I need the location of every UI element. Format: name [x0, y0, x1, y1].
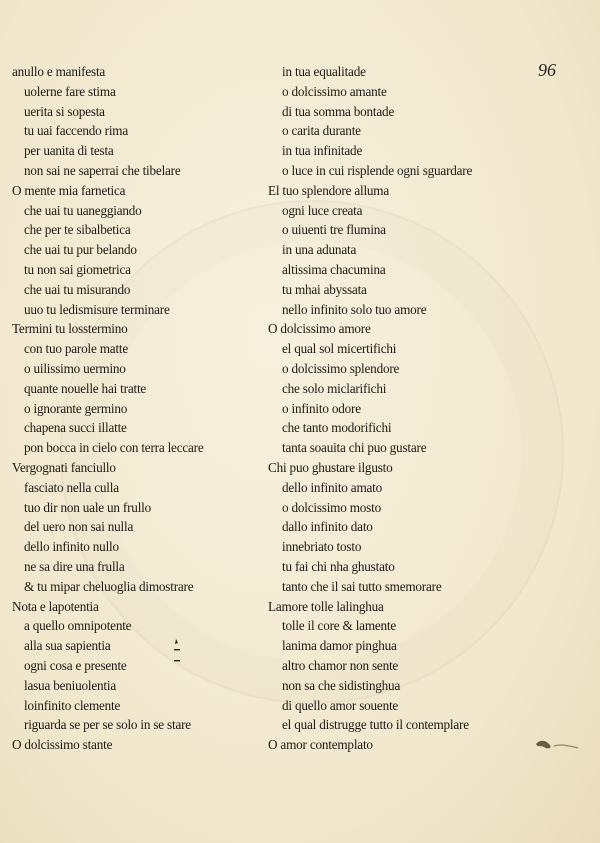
verse-line: che uai tu misurando [24, 281, 131, 297]
verse-line: o dolcissimo splendore [282, 360, 400, 376]
marginal-mark [172, 638, 182, 666]
verse-line: innebriato tosto [282, 539, 362, 555]
verse-line: tolle il core & lamente [282, 618, 397, 634]
verse-line: altissima chacumina [282, 261, 386, 277]
ink-stain [534, 736, 582, 754]
verse-line: fasciato nella culla [24, 479, 119, 495]
verse-line: o uilissimo uermino [24, 360, 126, 376]
verse-line: con tuo parole matte [24, 341, 129, 357]
verse-line: tu mhai abyssata [282, 281, 367, 297]
verse-line: o infinito odore [282, 400, 361, 416]
verse-line: o uiuenti tre flumina [282, 222, 386, 238]
verse-line: tanta soauita chi puo gustare [282, 440, 427, 456]
verse-line: in una adunata [282, 242, 357, 258]
verse-line: tanto che il sai tutto smemorare [282, 578, 442, 594]
verse-line: o dolcissimo mosto [282, 499, 381, 515]
verse-line: non sa che sidistinghua [282, 677, 401, 693]
verse-line: uuo tu ledismisure terminare [24, 301, 170, 317]
verse-line: per uanita di testa [24, 143, 114, 159]
verse-line: alla sua sapientia [24, 638, 111, 654]
verse-line: & tu mipar cheluoglia dimostrare [24, 578, 194, 594]
verse-line: non sai ne saperrai che tibelare [24, 162, 181, 178]
verse-line: o luce in cui risplende ogni sguardare [282, 162, 473, 178]
verse-line: lanima damor pinghua [282, 638, 397, 654]
verse-line: O mente mia farnetica [12, 182, 126, 198]
verse-line: in tua equalitade [282, 64, 366, 79]
left-column [12, 62, 262, 755]
verse-line: dallo infinito dato [282, 519, 373, 535]
verse-line: anullo e manifesta [12, 64, 106, 79]
verse-line: riguarda se per se solo in se stare [24, 717, 191, 733]
verse-line: chapena succi illatte [24, 420, 127, 436]
verse-line: che tanto modorifichi [282, 420, 392, 436]
verse-line: el qual distrugge tutto il contemplare [282, 717, 469, 733]
verse-line: loinfinito clemente [24, 697, 121, 713]
verse-line: tuo dir non uale un frullo [24, 499, 152, 515]
verse-line: ogni luce creata [282, 202, 363, 218]
verse-line: O dolcissimo amore [268, 321, 371, 337]
verse-line: El tuo splendore alluma [268, 182, 390, 198]
verse-line: Termini tu losstermino [12, 321, 128, 337]
verse-line: di tua somma bontade [282, 103, 395, 119]
verse-line: O dolcissimo stante [12, 737, 113, 753]
verse-line: che uai tu pur belando [24, 242, 137, 258]
verse-line: quante nouelle hai tratte [24, 380, 147, 396]
verse-line: pon bocca in cielo con terra leccare [24, 440, 204, 456]
verse-line: o carita durante [282, 123, 361, 139]
verse-line: o dolcissimo amante [282, 83, 387, 99]
verse-line: che per te sibalbetica [24, 222, 131, 238]
folio-number: 96 [538, 60, 556, 80]
verse-line: tu uai faccendo rima [24, 123, 129, 139]
verse-line: Chi puo ghustare ilgusto [268, 459, 393, 475]
verse-line: a quello omnipotente [24, 618, 132, 634]
verse-line: Lamore tolle lalinghua [268, 598, 384, 614]
verse-line: ogni cosa e presente [24, 657, 127, 673]
verse-line: che uai tu uaneggiando [24, 202, 142, 218]
verse-line: altro chamor non sente [282, 657, 399, 673]
verse-line: che solo miclarifichi [282, 380, 387, 396]
verse-line: o ignorante germino [24, 400, 128, 416]
verse-line: del uero non sai nulla [24, 519, 134, 535]
verse-line: Nota e lapotentia [12, 598, 99, 614]
verse-line: Vergognati fanciullo [12, 459, 116, 475]
verse-line: tu non sai giometrica [24, 261, 131, 277]
verse-line: dello infinito nullo [24, 539, 119, 555]
verse-line: di quello amor souente [282, 697, 399, 713]
verse-line: uolerne fare stima [24, 83, 116, 99]
verse-line: lasua beniuolentia [24, 677, 116, 693]
verse-line: dello infinito amato [282, 479, 383, 495]
verse-line: el qual sol micertifichi [282, 341, 397, 357]
verse-line: ne sa dire una frulla [24, 558, 125, 574]
verse-line: in tua infinitade [282, 143, 363, 159]
verse-line: nello infinito solo tuo amore [282, 301, 427, 317]
verse-line: O amor contemplato [268, 737, 373, 753]
verse-line: tu fai chi nha ghustato [282, 558, 395, 574]
verse-line: uerita si sopesta [24, 103, 105, 119]
right-column [268, 62, 578, 755]
